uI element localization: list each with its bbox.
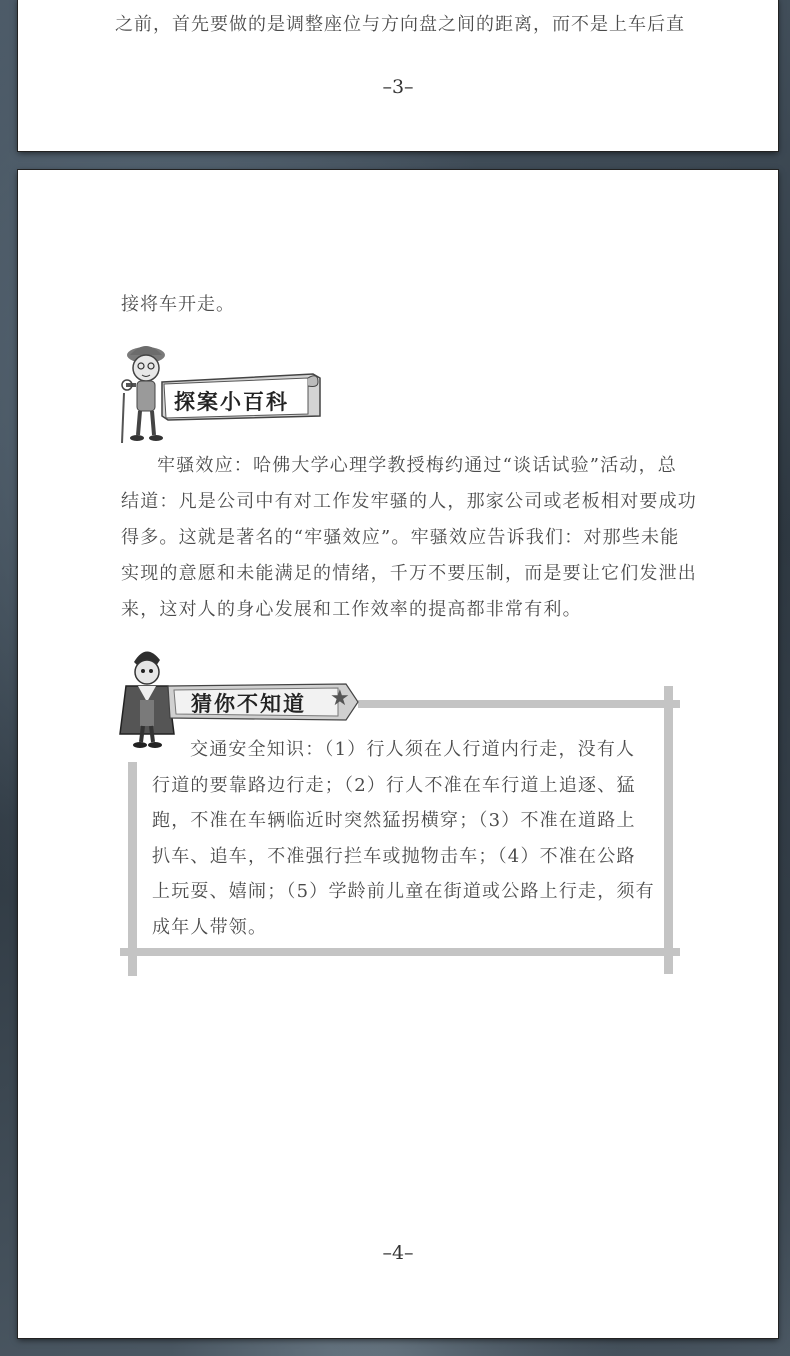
- paragraph-line: 行道的要靠路边行走；（2）行人不准在车行道上追逐、猛: [152, 774, 636, 796]
- page-number-3: –3–: [382, 76, 414, 98]
- frame-right-post: [664, 686, 673, 974]
- paragraph-line: 得多。这就是著名的“牢骚效应”。牢骚效应告诉我们：对那些未能: [121, 527, 680, 548]
- paragraph-line: 扒车、追车，不准强行拦车或抛物击车；（4）不准在公路: [152, 845, 636, 867]
- frame-bottom-bar: [120, 948, 680, 956]
- frame-left-post: [128, 762, 137, 976]
- page-4: [18, 170, 778, 1338]
- paragraph-line: 结道：凡是公司中有对工作发牢骚的人，那家公司或老板相对要成功: [121, 491, 697, 512]
- trivia-heading: 猜你不知道: [191, 692, 306, 716]
- page-number-4: –4–: [382, 1242, 414, 1264]
- page-3: [18, 0, 778, 151]
- paragraph-line: 来，这对人的身心发展和工作效率的提高都非常有利。: [121, 599, 582, 620]
- trivia-paragraph: [152, 732, 662, 945]
- encyclopedia-heading: 探案小百科: [174, 390, 289, 414]
- paragraph-line: 跑，不准在车辆临近时突然猛拐横穿；（3）不准在道路上: [152, 810, 636, 831]
- paragraph-line: 实现的意愿和未能满足的情绪，千万不要压制，而是要让它们发泄出: [121, 563, 697, 584]
- encyclopedia-paragraph: [121, 448, 761, 628]
- frame-top-bar: [358, 700, 680, 708]
- star-icon: ★: [330, 686, 350, 711]
- paragraph-line: 上玩耍、嬉闹；（5）学龄前儿童在街道或公路上行走，须有: [152, 881, 655, 902]
- paragraph-line: 交通安全知识：（1）行人须在人行道内行走，没有人: [190, 739, 636, 760]
- page-3-last-line: 之前，首先要做的是调整座位与方向盘之间的距离，而不是上车后直: [115, 14, 685, 35]
- continued-line: 接将车开走。: [121, 294, 235, 315]
- paragraph-line: 牢骚效应：哈佛大学心理学教授梅约通过“谈话试验”活动，总: [157, 455, 678, 476]
- paragraph-line: 成年人带领。: [152, 916, 268, 938]
